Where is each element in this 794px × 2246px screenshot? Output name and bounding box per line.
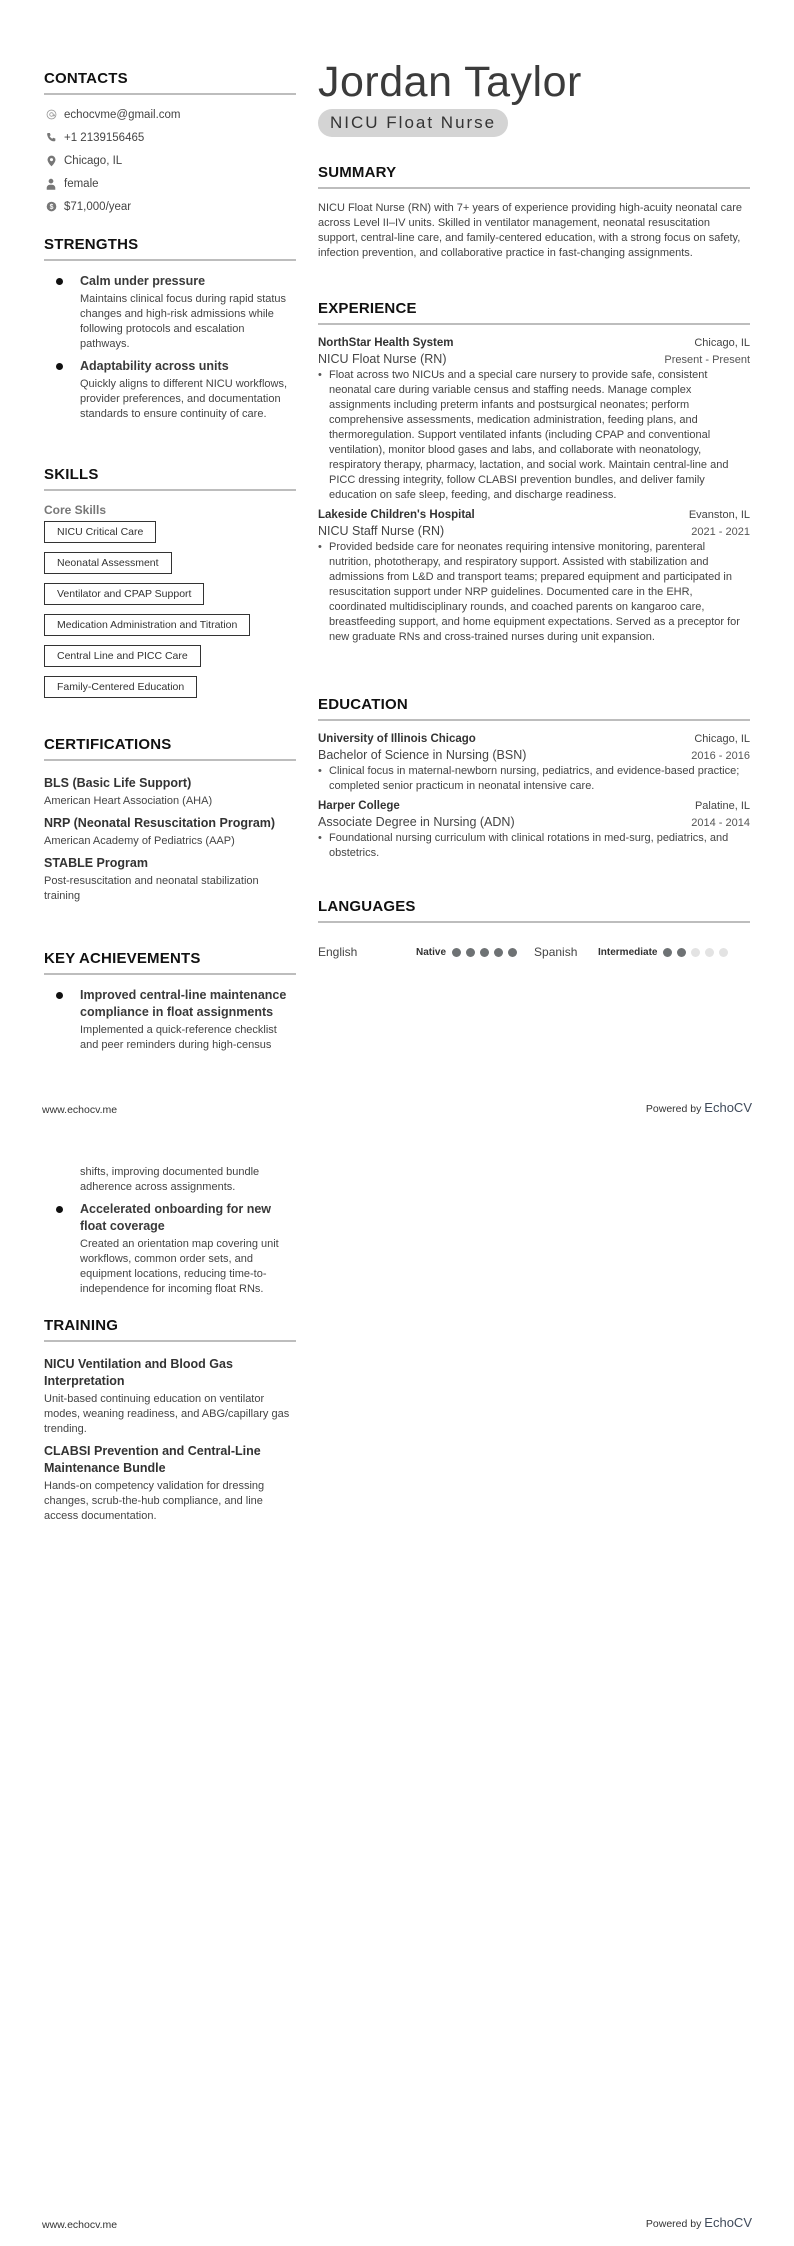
language-name: Spanish [534, 945, 578, 959]
language-level: Intermediate [598, 946, 658, 958]
strengths-heading: STRENGTHS [44, 236, 139, 253]
skill-chip-list [44, 521, 296, 707]
resume-page-2 [0, 1123, 794, 2246]
education-entry [318, 733, 750, 794]
experience-entry [318, 337, 750, 503]
section-divider [44, 489, 296, 491]
achievement-title: Improved central-line maintenance compliance in float assignments [80, 988, 287, 1019]
achievement-desc: Created an orientation map covering unit workflows, common order sets, and equipment locations, reducing time-to-independence for incoming float RNs. [80, 1238, 279, 1295]
training-desc: Unit-based continuing education on ventilator modes, weaning readiness, and ABG/capillary gas trending. [44, 1393, 290, 1435]
training-desc: Hands-on competency validation for dressing changes, scrub-the-hub compliance, and line access documentation. [44, 1480, 265, 1522]
achievement-item [44, 987, 296, 1053]
school-location: Palatine, IL [694, 800, 750, 812]
employer-name: NorthStar Health System [318, 337, 454, 349]
person-icon [44, 177, 58, 191]
dot-filled-icon [452, 948, 461, 957]
job-role: NICU Float Nurse (RN) [318, 352, 447, 366]
languages-section [318, 898, 750, 959]
footer-powered-by[interactable] [646, 2215, 752, 2230]
education-entry [318, 800, 750, 861]
skills-section [44, 466, 296, 707]
section-divider [318, 719, 750, 721]
dot-filled-icon [508, 948, 517, 957]
education-heading: EDUCATION [318, 696, 408, 713]
achievement-desc: shifts, improving documented bundle adherence across assignments. [80, 1166, 260, 1193]
certification-name: STABLE Program [44, 856, 148, 870]
skill-chip: Medication Administration and Titration [44, 614, 250, 636]
phone-icon [44, 131, 58, 145]
header-section [318, 58, 750, 137]
job-title-badge: NICU Float Nurse [318, 109, 508, 137]
achievement-item [44, 1201, 296, 1297]
experience-section [318, 300, 750, 645]
education-description: • Clinical focus in maternal-newborn nursing, pediatrics, and evidence-based practice; completed senior practicum in neonatal intensive care. [318, 764, 750, 794]
employer-name: Lakeside Children's Hospital [318, 509, 475, 521]
education-dates: 2016 - 2016 [691, 750, 750, 762]
certification-org: American Heart Association (AHA) [44, 795, 213, 807]
dot-filled-icon [494, 948, 503, 957]
education-dates: 2014 - 2014 [691, 817, 750, 829]
footer-powered-by[interactable] [646, 1100, 752, 1115]
section-divider [44, 1340, 296, 1342]
achievements-continued [44, 1165, 296, 1297]
contact-gender [44, 172, 296, 195]
training-section [44, 1317, 296, 1530]
certification-name: BLS (Basic Life Support) [44, 776, 192, 790]
email-value: echocvme@gmail.com [64, 108, 181, 121]
employer-location: Evanston, IL [688, 509, 750, 521]
achievements-section [44, 950, 296, 1053]
section-divider [318, 187, 750, 189]
svg-text:$: $ [49, 204, 53, 212]
strength-title: Adaptability across units [80, 359, 229, 373]
job-dates: Present - Present [664, 354, 750, 366]
skill-chip: Neonatal Assessment [44, 552, 172, 574]
training-heading: TRAINING [44, 1317, 119, 1334]
certification-item [44, 775, 296, 809]
achievement-item [44, 1165, 296, 1195]
brand-name: EchoCV [704, 2215, 752, 2230]
job-dates: 2021 - 2021 [691, 526, 750, 538]
summary-text: NICU Float Nurse (RN) with 7+ years of experience providing high-acuity neonatal care across Level II–IV units. Skilled in ventilator management, neonatal resuscitation support, central-line care, and family-centered education, with a strong focus on safety, infection prevention, and collaborative practice in fast-changing assignments. [318, 202, 742, 259]
degree: Associate Degree in Nursing (ADN) [318, 815, 515, 829]
experience-heading: EXPERIENCE [318, 300, 417, 317]
footer-website-link[interactable]: www.echocv.me [42, 2219, 118, 2231]
degree: Bachelor of Science in Nursing (BSN) [318, 748, 527, 762]
bullet-icon [56, 992, 63, 999]
strength-desc: Quickly aligns to different NICU workflows, provider preferences, and documentation standards to ensure continuity of care. [80, 378, 288, 420]
language-level: Native [416, 946, 447, 958]
education-description: • Foundational nursing curriculum with clinical rotations in med-surg, pediatrics, and obstetrics. [318, 831, 750, 861]
candidate-name: Jordan Taylor [318, 58, 582, 106]
gender-value: female [64, 177, 99, 190]
section-divider [318, 323, 750, 325]
strengths-section [44, 236, 296, 422]
powered-by-label: Powered by [645, 2218, 702, 2230]
dot-empty-icon [719, 948, 728, 957]
school-name: University of Illinois Chicago [318, 733, 476, 745]
summary-heading: SUMMARY [318, 164, 397, 181]
school-name: Harper College [318, 800, 400, 812]
proficiency-dots [452, 948, 522, 957]
dollar-coin-icon [44, 200, 58, 214]
contact-phone[interactable] [44, 126, 296, 149]
strength-item [44, 358, 296, 422]
school-location: Chicago, IL [694, 733, 750, 745]
brand-name: EchoCV [704, 1100, 752, 1115]
employer-location: Chicago, IL [694, 337, 750, 349]
certification-org: American Academy of Pediatrics (AAP) [44, 835, 235, 847]
contact-location [44, 149, 296, 172]
languages-heading: LANGUAGES [318, 898, 416, 915]
experience-entry [318, 509, 750, 645]
dot-filled-icon [480, 948, 489, 957]
section-divider [44, 93, 296, 95]
language-name: English [318, 945, 358, 959]
bullet-icon [56, 363, 63, 370]
footer-website-link[interactable]: www.echocv.me [42, 1104, 118, 1116]
location-value: Chicago, IL [64, 154, 123, 167]
contacts-section [44, 70, 296, 218]
contacts-heading: CONTACTS [44, 70, 128, 87]
phone-value: +1 2139156465 [64, 131, 145, 144]
bullet-icon [56, 1206, 63, 1213]
powered-by-label: Powered by [645, 1103, 702, 1115]
training-item [44, 1443, 296, 1524]
achievement-title: Accelerated onboarding for new float coverage [80, 1202, 272, 1233]
contact-email[interactable] [44, 103, 296, 126]
skills-heading: SKILLS [44, 466, 99, 483]
achievement-desc: Implemented a quick-reference checklist and peer reminders during high-census [80, 1024, 277, 1051]
certification-org: Post-resuscitation and neonatal stabilization training [44, 875, 259, 902]
training-name: CLABSI Prevention and Central-Line Maintenance Bundle [44, 1444, 261, 1475]
skill-chip: Ventilator and CPAP Support [44, 583, 204, 605]
at-icon [44, 108, 58, 122]
contact-salary [44, 195, 296, 218]
skill-chip: Family-Centered Education [44, 676, 197, 698]
certifications-section [44, 736, 296, 910]
education-section [318, 696, 750, 861]
certifications-heading: CERTIFICATIONS [44, 736, 172, 753]
certification-item [44, 815, 296, 849]
dot-filled-icon [663, 948, 672, 957]
proficiency-dots [663, 948, 733, 957]
summary-section [318, 164, 750, 261]
strength-title: Calm under pressure [80, 274, 206, 288]
strength-desc: Maintains clinical focus during rapid status changes and high-risk admissions while following protocols and escalation pathways. [80, 293, 287, 350]
dot-filled-icon [466, 948, 475, 957]
skill-chip: Central Line and PICC Care [44, 645, 201, 667]
dot-empty-icon [691, 948, 700, 957]
section-divider [44, 973, 296, 975]
section-divider [318, 921, 750, 923]
location-pin-icon [44, 154, 58, 168]
training-item [44, 1356, 296, 1437]
bullet-icon [56, 278, 63, 285]
job-role: NICU Staff Nurse (RN) [318, 524, 445, 538]
certification-item [44, 855, 296, 904]
job-description: • Provided bedside care for neonates requiring intensive monitoring, parenteral nutrition, phototherapy, and respiratory support. Assisted with stabilization and admissions from L&D and transport teams; prepared equipment and participated in resuscitation support under NRP guidelines. Documented care in the EHR, coordinated multidisciplinary rounds, and coached parents on kangaroo care, breastfeeding support, and home equipment expectations. Served as a preceptor for new graduate RNs and cross-trained nurses during unit expansion. [318, 540, 750, 645]
job-description: • Float across two NICUs and a special care nursery to provide safe, consistent neonatal care during variable census and staffing needs. Manage complex assignments including preterm infants and postsurgical neonates; perform comprehensive assessments, medication administration, feeding plans, and thermoregulation. Support ventilated infants (including CPAP and conventional ventilation), monitor blood gases and labs, and collaborate with neonatology, respiratory therapy, pharmacy, lactation, and social work. Maintain central-line and PICC dressing integrity, follow CLABSI prevention bundles, and deliver family education on safe sleep, feeding, and discharge readiness. [318, 368, 750, 503]
achievements-heading: KEY ACHIEVEMENTS [44, 950, 201, 967]
skills-subheading: Core Skills [44, 503, 107, 517]
language-list [318, 945, 750, 959]
salary-value: $71,000/year [64, 200, 132, 213]
skill-chip: NICU Critical Care [44, 521, 156, 543]
strength-item [44, 273, 296, 352]
section-divider [44, 759, 296, 761]
dot-empty-icon [705, 948, 714, 957]
certification-name: NRP (Neonatal Resuscitation Program) [44, 816, 276, 830]
section-divider [44, 259, 296, 261]
dot-filled-icon [677, 948, 686, 957]
training-name: NICU Ventilation and Blood Gas Interpretation [44, 1357, 233, 1388]
